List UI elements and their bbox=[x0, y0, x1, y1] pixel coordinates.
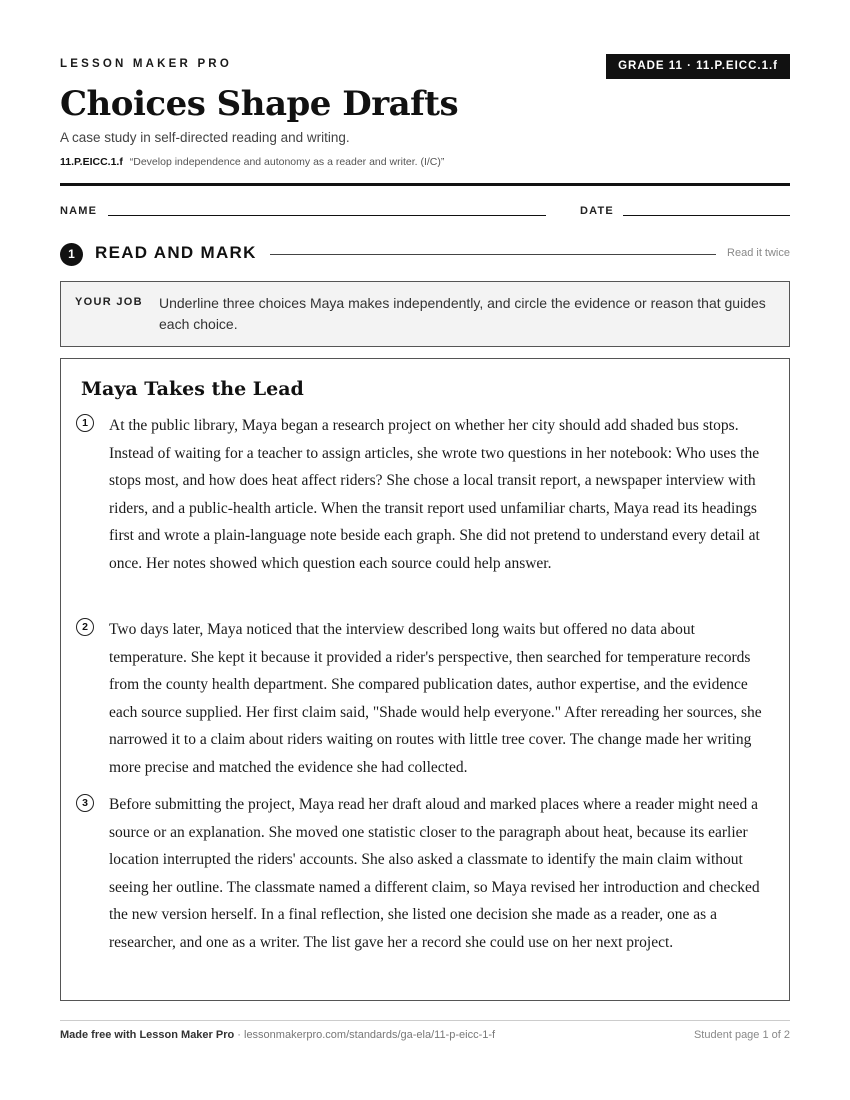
standard-text: “Develop independence and autonomy as a reader and writer. (I/C)” bbox=[129, 156, 445, 168]
section-divider bbox=[270, 254, 716, 255]
job-text: Underline three choices Maya makes independently, and circle the evidence or reason that guides each choice. bbox=[159, 295, 766, 332]
date-field[interactable] bbox=[623, 215, 790, 216]
section-title: READ AND MARK bbox=[95, 243, 257, 262]
section-header bbox=[60, 242, 790, 268]
header-divider bbox=[60, 183, 790, 186]
paragraph-number-3: 3 bbox=[76, 794, 94, 812]
paragraph-1: At the public library, Maya began a research project on whether her city should add shaded bus stops. Instead of waiting for a teacher to assign articles, she wrote two questions in her notebook: Who uses the stops most, and how does heat affect riders? She chose a local transit report, a newspaper interview with riders, and a public-health article. When the transit report used unfamiliar charts, Maya read its headings first and wrote a plain-language note beside each graph. She did not pretend to understand every detail at once. Her notes showed which question each source could help answer. bbox=[109, 417, 760, 572]
page-title: Choices Shape Drafts bbox=[60, 84, 459, 124]
name-field[interactable] bbox=[108, 215, 546, 216]
paragraph-2: Two days later, Maya noticed that the interview described long waits but offered no data about temperature. She kept it because it provided a rider's perspective, then searched for temperature records from the county health department. She compared publication dates, author expertise, and the evidence each source supplied. Her first claim said, "Shade would help everyone." After rereading her sources, she narrowed it to a claim about riders waiting on routes with little tree cover. The change made her writing more precise and matched the evidence she had collected. bbox=[109, 621, 762, 776]
standard-line bbox=[60, 156, 444, 168]
passage-title: Maya Takes the Lead bbox=[81, 378, 304, 400]
brand-name: LESSON MAKER PRO bbox=[60, 58, 232, 70]
job-label: YOUR JOB bbox=[75, 296, 143, 308]
paragraph-3: Before submitting the project, Maya read her draft aloud and marked places where a reader might need a source or an explanation. She moved one statistic closer to the paragraph about heat, because its earlier location interrupted the riders' accounts. She also asked a classmate to identify the main claim without seeing her outline. The classmate named a different claim, so Maya revised her introduction and checked the new version herself. In a final reflection, she listed one decision she made as a reader, one as a researcher, and one as a writer. The list gave her a record she could use on her next project. bbox=[109, 796, 760, 951]
footer-page-number: Student page 1 of 2 bbox=[693, 1029, 790, 1041]
name-label: NAME bbox=[60, 205, 98, 217]
footer-made-with: Made free with Lesson Maker Pro bbox=[60, 1029, 235, 1041]
footer-url[interactable]: · lessonmakerpro.com/standards/ga-ela/11-p-eicc-1-f bbox=[234, 1029, 496, 1041]
section-number-badge: 1 bbox=[60, 243, 83, 266]
section-note: Read it twice bbox=[727, 247, 790, 259]
reading-passage bbox=[60, 358, 790, 1001]
date-label: DATE bbox=[580, 205, 614, 217]
footer-divider bbox=[60, 1020, 790, 1021]
page-subtitle: A case study in self-directed reading and writing. bbox=[60, 130, 350, 145]
standard-code: 11.P.EICC.1.f bbox=[60, 156, 123, 168]
footer-credit bbox=[60, 1029, 495, 1041]
paragraph-number-1: 1 bbox=[76, 414, 94, 432]
grade-badge: GRADE 11 · 11.P.EICC.1.f bbox=[606, 54, 790, 79]
job-instructions-box bbox=[60, 281, 790, 347]
paragraph-number-2: 2 bbox=[76, 618, 94, 636]
